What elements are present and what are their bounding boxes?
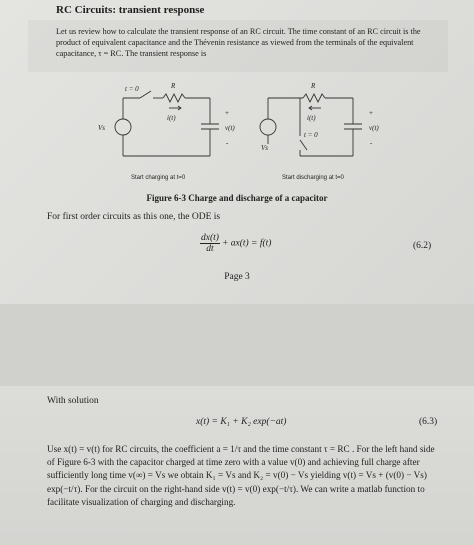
solution-paragraph: Use x(t) = v(t) for RC circuits, the coefficient a = 1/τ and the time constant τ = RC . For the left hand side of Figure 6-3 with the capacitor charged at time zero with a value v(0) and achieving full charge after sufficiently long time v(∞) = Vs we obtain K₁ = Vs and K₂ = v(0) − Vs yielding v(t) = Vs + (v(0) − Vs) exp(−t/τ). For the circuit on the right-hand side v(t) = v(0) exp(−t/τ). We can write a matlab function to facilitate visualization of charging and discharging.: [47, 444, 435, 507]
left-resistor-label: R: [171, 82, 176, 90]
figure-caption: Figure 6-3 Charge and discharge of a capacitor: [146, 193, 328, 203]
right-circuit-caption: Start discharging at t=0: [282, 175, 344, 181]
equation-6-3: x(t) = K₁ + K₂ exp(−at): [196, 417, 287, 427]
left-voltage-label: v(t): [225, 124, 235, 132]
right-plus: +: [369, 109, 373, 117]
equation-number-6-3: (6.3): [419, 417, 438, 427]
left-source-label: Vs: [98, 124, 105, 132]
left-resistor: [163, 94, 185, 102]
equation-6-2: [200, 233, 271, 254]
fraction-numerator: dx(t): [201, 233, 219, 243]
page-break-gap: [0, 304, 474, 386]
right-switch-blade: [300, 140, 307, 150]
ode-intro-text: For first order circuits as this one, the ODE is: [47, 212, 221, 222]
right-voltage-label: v(t): [369, 124, 379, 132]
equation-number-6-2: (6.2): [413, 241, 432, 251]
right-current-label: i(t): [307, 114, 316, 122]
derivative-fraction: [200, 233, 220, 254]
left-circuit-caption: Start charging at t=0: [131, 175, 186, 181]
page-number: Page 3: [224, 272, 250, 282]
right-resistor-label: R: [311, 82, 316, 90]
right-resistor: [303, 94, 325, 102]
right-source: [260, 119, 276, 135]
left-switch-label: t = 0: [125, 85, 139, 93]
section-heading: RC Circuits: transient response: [56, 4, 205, 16]
left-switch-blade: [140, 91, 151, 98]
right-minus: -: [370, 139, 373, 147]
left-plus: +: [225, 109, 229, 117]
left-current-label: i(t): [167, 114, 176, 122]
left-source: [115, 119, 131, 135]
right-switch-label: t = 0: [304, 131, 318, 139]
circuit-diagram: [85, 78, 385, 174]
intro-paragraph: Let us review how to calculate the transient response of an RC circuit. The time constant of an RC circuit is the product of equivalent capacitance and the Thévenin resistance as viewed from the terminals of the equivalent capacitance, τ = RC. The transient response is: [56, 27, 421, 58]
right-source-label: Vs: [261, 144, 268, 152]
fraction-denominator: dt: [206, 244, 214, 254]
equation-rest: + ax(t) = f(t): [221, 238, 272, 249]
left-minus: -: [226, 139, 229, 147]
with-solution-text: With solution: [47, 396, 99, 406]
